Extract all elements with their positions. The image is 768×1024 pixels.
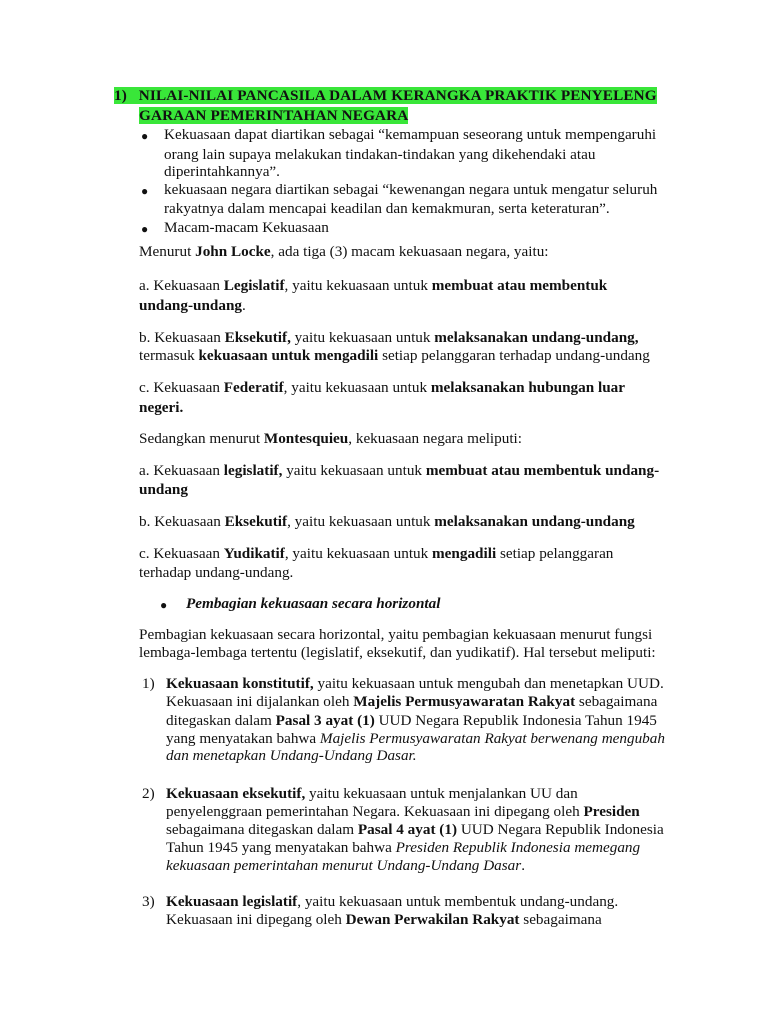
heading-title-2: GARAAN PEMERINTAHAN NEGARA [139, 107, 409, 124]
locke-item-c-cont: negeri. [139, 399, 184, 416]
locke-intro: Menurut John Locke, ada tiga (3) macam kekuasaan negara, yaitu: [139, 243, 549, 260]
bullet-2-line-2: rakyatnya dalam mencapai keadilan dan kemakmuran, serta keteraturan”. [164, 200, 610, 217]
item-1-line-2: Kekuasaan ini dijalankan oleh Majelis Permusyawaratan Rakyat sebagaimana [166, 693, 658, 710]
bullet-1-line-3: diperintahkannya”. [164, 163, 280, 180]
horizontal-para-line-1: Pembagian kekuasaan secara horizontal, yaitu pembagian kekuasaan menurut fungsi [139, 626, 653, 643]
item-2-line-1: Kekuasaan eksekutif, yaitu kekuasaan untuk menjalankan UU dan [166, 785, 578, 802]
bullet-dot: ● [141, 129, 149, 143]
item-2-number: 2) [142, 785, 155, 802]
montesquieu-item-a: a. Kekuasaan legislatif, yaitu kekuasaan untuk membuat atau membentuk undang- [139, 462, 660, 479]
item-2-line-3: sebagaimana ditegaskan dalam Pasal 4 ayat (1) UUD Negara Republik Indonesia [166, 821, 664, 838]
locke-item-b: b. Kekuasaan Eksekutif, yaitu kekuasaan untuk melaksanakan undang-undang, [139, 329, 639, 346]
horizontal-bullet: Pembagian kekuasaan secara horizontal [186, 595, 441, 612]
item-1-line-3: ditegaskan dalam Pasal 3 ayat (1) UUD Negara Republik Indonesia Tahun 1945 [166, 712, 657, 729]
montesquieu-intro: Sedangkan menurut Montesquieu, kekuasaan negara meliputi: [139, 430, 522, 447]
item-2-line-5: kekuasaan pemerintahan menurut Undang-Undang Dasar. [166, 857, 525, 874]
item-1-line-4: yang menyatakan bahwa Majelis Permusyawaratan Rakyat berwenang mengubah [166, 730, 665, 747]
item-3-number: 3) [142, 893, 155, 910]
montesquieu-item-c: c. Kekuasaan Yudikatif, yaitu kekuasaan untuk mengadili setiap pelanggaran [139, 545, 614, 562]
horizontal-para-line-2: lembaga-lembaga tertentu (legislatif, eksekutif, dan yudikatif). Hal tersebut meliputi: [139, 644, 656, 661]
montesquieu-item-c-cont: terhadap undang-undang. [139, 564, 294, 581]
heading-line-1 [114, 86, 657, 106]
montesquieu-item-a-cont: undang [139, 481, 188, 498]
item-2-line-4: Tahun 1945 yang menyatakan bahwa Presiden Republik Indonesia memegang [166, 839, 641, 856]
bullet-dot: ● [141, 184, 149, 198]
locke-item-b-cont: termasuk kekuasaan untuk mengadili setiap pelanggaran terhadap undang-undang [139, 347, 650, 364]
item-1-line-5: dan menetapkan Undang-Undang Dasar. [166, 747, 417, 764]
item-1-line-1: Kekuasaan konstitutif, yaitu kekuasaan untuk mengubah dan menetapkan UUD. [166, 675, 664, 692]
item-2-line-2: penyelenggraan pemerintahan Negara. Kekuasaan ini dipegang oleh Presiden [166, 803, 640, 820]
locke-item-c: c. Kekuasaan Federatif, yaitu kekuasaan untuk melaksanakan hubungan luar [139, 379, 625, 396]
bullet-dot: ● [141, 222, 149, 236]
bullet-1-line-2: orang lain supaya melakukan tindakan-tindakan yang dikehendaki atau [164, 146, 596, 163]
heading-title-1: NILAI-NILAI PANCASILA DALAM KERANGKA PRAKTIK PENYELENG [138, 87, 657, 104]
montesquieu-item-b: b. Kekuasaan Eksekutif, yaitu kekuasaan untuk melaksanakan undang-undang [139, 513, 635, 530]
locke-item-a: a. Kekuasaan Legislatif, yaitu kekuasaan untuk membuat atau membentuk [139, 277, 608, 294]
item-3-line-1: Kekuasaan legislatif, yaitu kekuasaan untuk membentuk undang-undang. [166, 893, 619, 910]
item-1-number: 1) [142, 675, 155, 692]
locke-item-a-cont: undang-undang. [139, 297, 246, 314]
heading-line-2 [139, 106, 408, 126]
bullet-2-line-1: kekuasaan negara diartikan sebagai “kewenangan negara untuk mengatur seluruh [164, 181, 658, 198]
heading-number: 1) [114, 87, 127, 104]
bullet-1-line-1: Kekuasaan dapat diartikan sebagai “kemampuan seseorang untuk mempengaruhi [164, 126, 657, 143]
bullet-dot: ● [160, 598, 168, 612]
bullet-3: Macam-macam Kekuasaan [164, 219, 329, 236]
item-3-line-2: Kekuasaan ini dipegang oleh Dewan Perwakilan Rakyat sebagaimana [166, 911, 602, 928]
